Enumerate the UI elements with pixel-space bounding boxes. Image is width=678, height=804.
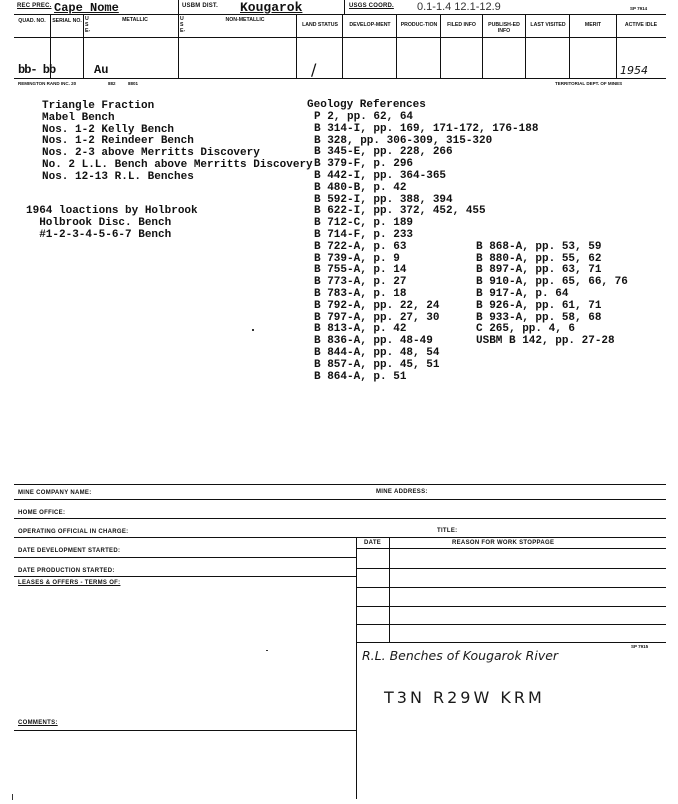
comments-label: COMMENTS:	[18, 720, 58, 726]
geology-title: Geology References	[307, 99, 426, 111]
left-note: Triangle Fraction	[42, 100, 155, 112]
geology-ref: B 880-A, pp. 55, 62	[476, 252, 602, 265]
date-dev-started-label: DATE DEVELOPMENT STARTED:	[18, 548, 121, 554]
left-note: Nos. 2-3 above Merritts Discovery	[42, 147, 260, 160]
geology-ref: B 773-A, p. 27	[314, 276, 407, 289]
left-note: Nos. 12-13 R.L. Benches	[42, 170, 194, 183]
left-note: 1964 loactions by Holbrook	[26, 205, 198, 217]
col-nonmetallic: NON-METALLIC	[225, 17, 265, 23]
usgs-coord-label: USGS COORD.	[349, 3, 394, 9]
left-note: #1-2-3-4-5-6-7 Bench	[26, 228, 172, 241]
handwritten-location: T3N R29W KRM	[384, 688, 545, 707]
usgs-coord-value: 0.1-1.4 12.1-12.9	[417, 1, 501, 13]
geology-ref: B 917-A, p. 64	[476, 287, 569, 300]
col-nonmetallic-prefix: U S E-	[180, 16, 186, 34]
metallic-value: Au	[94, 63, 109, 77]
leases-label: LEASES & OFFERS - TERMS OF:	[18, 580, 121, 586]
left-note: Holbrook Disc. Bench	[26, 216, 172, 229]
usbm-dist-label: USBM DIST.	[182, 3, 219, 9]
col-published-info: PUBLISH-ED INFO	[488, 22, 520, 34]
col-metallic-prefix: U S E-	[85, 16, 91, 34]
geology-ref: B 592-I, pp. 388, 394	[314, 193, 453, 206]
geology-col2	[476, 242, 628, 348]
left-notes	[42, 101, 313, 184]
geology-ref: B 792-A, pp. 22, 24	[314, 299, 440, 312]
sp-number: SP 7914	[630, 6, 648, 11]
geology-ref: P 2, pp. 62, 64	[314, 111, 414, 123]
geology-ref: B 813-A, p. 42	[314, 323, 407, 336]
home-office-label: HOME OFFICE:	[18, 510, 66, 516]
date-col-header: DATE	[364, 540, 382, 546]
geology-ref: B 722-A, p. 63	[314, 240, 407, 253]
geology-ref: B 783-A, p. 18	[314, 287, 407, 300]
geology-ref: B 897-A, pp. 63, 71	[476, 264, 602, 277]
col-development: DEVELOP-MENT	[349, 22, 391, 28]
geology-ref: B 622-I, pp. 372, 452, 455	[314, 205, 486, 218]
operating-official-label: OPERATING OFFICIAL IN CHARGE:	[18, 529, 129, 535]
col-serial: SERIAL NO.	[52, 18, 82, 24]
col-metallic: METALLIC	[122, 17, 148, 23]
col-active-idle: ACTIVE IDLE	[624, 22, 658, 28]
form-top-rule	[14, 484, 666, 485]
geology-ref: B 910-A, pp. 65, 66, 76	[476, 276, 628, 289]
geology-ref: B 857-A, pp. 45, 51	[314, 358, 440, 371]
geology-ref: B 755-A, p. 14	[314, 264, 407, 277]
geology-ref: B 739-A, p. 9	[314, 252, 400, 265]
printer-line: REMINGTON RAND INC. 20	[18, 81, 77, 86]
geology-ref: C 265, pp. 4, 6	[476, 323, 576, 336]
left-note: No. 2 L.L. Bench above Merritts Discovery	[42, 158, 313, 171]
title-label: TITLE:	[437, 528, 458, 534]
left-note: Nos. 1-2 Reindeer Bench	[42, 135, 194, 148]
col-filed-info: FILED INFO	[447, 22, 476, 28]
handwritten-description: R.L. Benches of Kougarok River	[362, 648, 559, 663]
geology-ref: B 714-F, p. 233	[314, 228, 414, 241]
left-note: Mabel Bench	[42, 111, 115, 124]
land-status-mark: /	[311, 60, 317, 79]
col-quad: QUAD. NO.	[18, 18, 46, 24]
rec-prec-label: REC PREC.	[17, 3, 52, 9]
geology-ref: B 933-A, pp. 58, 68	[476, 311, 602, 324]
geology-ref: B 345-E, pp. 228, 266	[314, 146, 453, 159]
geology-ref: B 797-A, pp. 27, 30	[314, 311, 440, 324]
geology-ref: B 836-A, pp. 48-49	[314, 335, 433, 348]
geology-ref: B 379-F, p. 296	[314, 158, 414, 171]
left-notes-holbrook	[26, 206, 198, 241]
mine-company-label: MINE COMPANY NAME:	[18, 490, 92, 496]
form-vertical-divider	[356, 537, 357, 799]
speck	[252, 329, 254, 331]
reason-col-header: REASON FOR WORK STOPPAGE	[452, 540, 555, 546]
col-last-visited: LAST VISITED	[530, 22, 566, 28]
dept-label: TERRITORIAL DEPT. OF MINES	[555, 81, 623, 86]
quad-serial-value: bb- bb	[18, 63, 56, 77]
sp-number-2: SP 7915	[631, 644, 649, 649]
usbm-dist-value: Kougarok	[240, 0, 303, 15]
printer-code-2: 8801	[128, 81, 139, 86]
date-prod-started-label: DATE PRODUCTION STARTED:	[18, 568, 115, 574]
speck	[12, 794, 13, 800]
rec-prec-value: Cape Nome	[54, 1, 119, 15]
col-land-status: LAND STATUS	[302, 22, 338, 28]
geology-ref: B 926-A, pp. 61, 71	[476, 299, 602, 312]
mine-address-label: MINE ADDRESS:	[376, 489, 428, 495]
geology-ref: B 328, pp. 306-309, 315-320	[314, 134, 493, 147]
geology-ref: B 868-A, pp. 53, 59	[476, 240, 602, 253]
geology-ref: USBM B 142, pp. 27-28	[476, 335, 615, 348]
col-production: PRODUC-TION	[400, 22, 438, 28]
geology-ref: B 442-I, pp. 364-365	[314, 169, 447, 182]
geology-ref: B 864-A, p. 51	[314, 370, 407, 383]
geology-ref: B 480-B, p. 42	[314, 181, 407, 194]
left-note: Nos. 1-2 Kelly Bench	[42, 123, 175, 136]
printer-code-1: 882	[108, 81, 116, 86]
speck	[266, 650, 268, 651]
geology-ref: B 712-C, p. 189	[314, 217, 414, 230]
col-merit: MERIT	[584, 22, 602, 28]
year-value: 1954	[620, 64, 648, 77]
geology-ref: B 844-A, pp. 48, 54	[314, 346, 440, 359]
geology-ref: B 314-I, pp. 169, 171-172, 176-188	[314, 122, 539, 135]
